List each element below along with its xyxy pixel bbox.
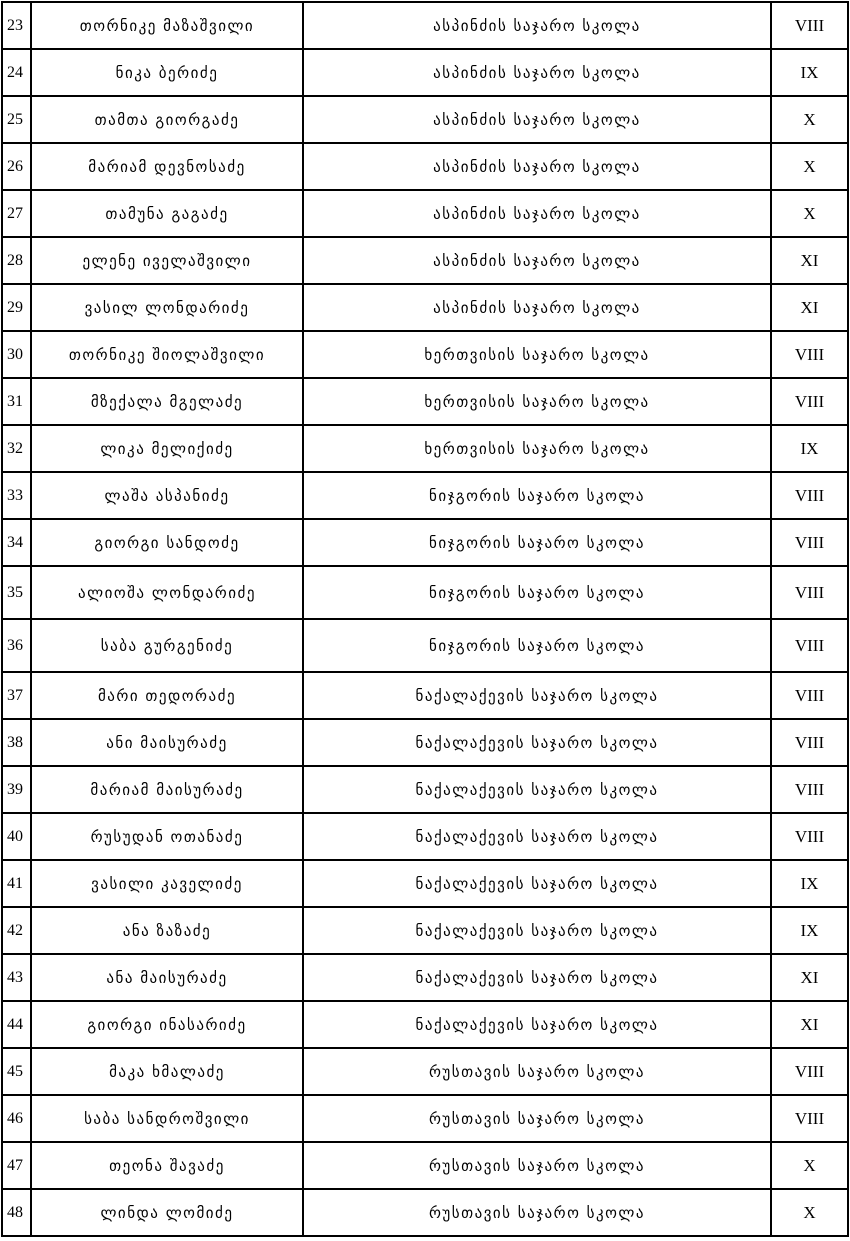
school-name-cell: ასპინძის საჯარო სკოლა (303, 190, 771, 237)
table-row (2, 425, 848, 472)
table-row (2, 907, 848, 954)
school-name-cell: ნიჯგორის საჯარო სკოლა (303, 472, 771, 519)
school-name-cell: ასპინძის საჯარო სკოლა (303, 2, 771, 49)
table-row (2, 331, 848, 378)
school-name-cell: რუსთავის საჯარო სკოლა (303, 1095, 771, 1142)
student-name-cell: ნიკა ბერიძე (31, 49, 303, 96)
school-name-cell: ასპინძის საჯარო სკოლა (303, 143, 771, 190)
row-number-cell: 24 (2, 49, 31, 96)
grade-cell: VIII (771, 719, 848, 766)
table-row (2, 49, 848, 96)
student-name-cell: ანა ზაზაძე (31, 907, 303, 954)
table-row (2, 1001, 848, 1048)
row-number-cell: 39 (2, 766, 31, 813)
student-name-cell: ალიოშა ლონდარიძე (31, 566, 303, 619)
grade-cell: X (771, 1142, 848, 1189)
student-name-cell: მაკა ხმალაძე (31, 1048, 303, 1095)
table-row (2, 672, 848, 719)
student-name-cell: ანა მაისურაძე (31, 954, 303, 1001)
grade-cell: XI (771, 237, 848, 284)
school-name-cell: რუსთავის საჯარო სკოლა (303, 1142, 771, 1189)
row-number-cell: 36 (2, 619, 31, 672)
school-name-cell: ხერთვისის საჯარო სკოლა (303, 425, 771, 472)
grade-cell: VIII (771, 813, 848, 860)
row-number-cell: 31 (2, 378, 31, 425)
student-name-cell: თამუნა გაგაძე (31, 190, 303, 237)
grade-cell: X (771, 1189, 848, 1236)
grade-cell: XI (771, 1001, 848, 1048)
school-name-cell: ასპინძის საჯარო სკოლა (303, 96, 771, 143)
grade-cell: VIII (771, 2, 848, 49)
row-number-cell: 41 (2, 860, 31, 907)
student-name-cell: მარიამ დევნოსაძე (31, 143, 303, 190)
row-number-cell: 47 (2, 1142, 31, 1189)
grade-cell: IX (771, 49, 848, 96)
school-name-cell: ასპინძის საჯარო სკოლა (303, 49, 771, 96)
table-row (2, 284, 848, 331)
table-row (2, 954, 848, 1001)
grade-cell: XI (771, 284, 848, 331)
student-name-cell: საბა სანდროშვილი (31, 1095, 303, 1142)
student-name-cell: თეონა შავაძე (31, 1142, 303, 1189)
grade-cell: VIII (771, 766, 848, 813)
student-name-cell: თორნიკე მაზაშვილი (31, 2, 303, 49)
grade-cell: VIII (771, 519, 848, 566)
grade-cell: VIII (771, 566, 848, 619)
school-name-cell: ნიჯგორის საჯარო სკოლა (303, 519, 771, 566)
school-name-cell: ნიჯგორის საჯარო სკოლა (303, 619, 771, 672)
grade-cell: IX (771, 425, 848, 472)
school-name-cell: ნაქალაქევის საჯარო სკოლა (303, 860, 771, 907)
school-name-cell: ხერთვისის საჯარო სკოლა (303, 378, 771, 425)
student-name-cell: თორნიკე შიოლაშვილი (31, 331, 303, 378)
grade-cell: VIII (771, 378, 848, 425)
student-name-cell: გიორგი ინასარიძე (31, 1001, 303, 1048)
table-row (2, 619, 848, 672)
grade-cell: IX (771, 860, 848, 907)
row-number-cell: 43 (2, 954, 31, 1001)
school-name-cell: ასპინძის საჯარო სკოლა (303, 237, 771, 284)
school-name-cell: ნაქალაქევის საჯარო სკოლა (303, 719, 771, 766)
row-number-cell: 25 (2, 96, 31, 143)
student-name-cell: ლინდა ლომიძე (31, 1189, 303, 1236)
grade-cell: VIII (771, 1095, 848, 1142)
grade-cell: VIII (771, 331, 848, 378)
table-row (2, 190, 848, 237)
table-row (2, 719, 848, 766)
grade-cell: VIII (771, 672, 848, 719)
school-name-cell: ნაქალაქევის საჯარო სკოლა (303, 1001, 771, 1048)
student-name-cell: მარი თედორაძე (31, 672, 303, 719)
student-name-cell: ანი მაისურაძე (31, 719, 303, 766)
row-number-cell: 30 (2, 331, 31, 378)
school-name-cell: ნაქალაქევის საჯარო სკოლა (303, 954, 771, 1001)
row-number-cell: 27 (2, 190, 31, 237)
row-number-cell: 48 (2, 1189, 31, 1236)
row-number-cell: 44 (2, 1001, 31, 1048)
grade-cell: IX (771, 907, 848, 954)
table-row (2, 1095, 848, 1142)
table-row (2, 1142, 848, 1189)
table-row (2, 2, 848, 49)
student-name-cell: ელენე იველაშვილი (31, 237, 303, 284)
school-name-cell: რუსთავის საჯარო სკოლა (303, 1048, 771, 1095)
student-name-cell: ვასილი კაველიძე (31, 860, 303, 907)
table-row (2, 813, 848, 860)
grade-cell: X (771, 96, 848, 143)
row-number-cell: 32 (2, 425, 31, 472)
grade-cell: VIII (771, 1048, 848, 1095)
row-number-cell: 42 (2, 907, 31, 954)
participants-table (1, 1, 849, 1237)
row-number-cell: 34 (2, 519, 31, 566)
row-number-cell: 26 (2, 143, 31, 190)
row-number-cell: 40 (2, 813, 31, 860)
student-name-cell: რუსუდან ოთანაძე (31, 813, 303, 860)
grade-cell: X (771, 190, 848, 237)
student-name-cell: ვასილ ლონდარიძე (31, 284, 303, 331)
grade-cell: VIII (771, 472, 848, 519)
table-row (2, 1189, 848, 1236)
student-name-cell: ლაშა ასპანიძე (31, 472, 303, 519)
school-name-cell: ასპინძის საჯარო სკოლა (303, 284, 771, 331)
grade-cell: VIII (771, 619, 848, 672)
grade-cell: XI (771, 954, 848, 1001)
student-name-cell: მზექალა მგელაძე (31, 378, 303, 425)
school-name-cell: ნიჯგორის საჯარო სკოლა (303, 566, 771, 619)
table-row (2, 860, 848, 907)
row-number-cell: 38 (2, 719, 31, 766)
school-name-cell: ნაქალაქევის საჯარო სკოლა (303, 813, 771, 860)
school-name-cell: ნაქალაქევის საჯარო სკოლა (303, 672, 771, 719)
table-row (2, 519, 848, 566)
school-name-cell: ნაქალაქევის საჯარო სკოლა (303, 766, 771, 813)
row-number-cell: 33 (2, 472, 31, 519)
student-name-cell: თამთა გიორგაძე (31, 96, 303, 143)
table-row (2, 566, 848, 619)
table-row (2, 472, 848, 519)
school-name-cell: ნაქალაქევის საჯარო სკოლა (303, 907, 771, 954)
student-name-cell: საბა გურგენიძე (31, 619, 303, 672)
row-number-cell: 35 (2, 566, 31, 619)
row-number-cell: 28 (2, 237, 31, 284)
student-name-cell: მარიამ მაისურაძე (31, 766, 303, 813)
row-number-cell: 46 (2, 1095, 31, 1142)
school-name-cell: ხერთვისის საჯარო სკოლა (303, 331, 771, 378)
row-number-cell: 29 (2, 284, 31, 331)
row-number-cell: 45 (2, 1048, 31, 1095)
table-row (2, 378, 848, 425)
row-number-cell: 37 (2, 672, 31, 719)
row-number-cell: 23 (2, 2, 31, 49)
school-name-cell: რუსთავის საჯარო სკოლა (303, 1189, 771, 1236)
table-row (2, 1048, 848, 1095)
table-row (2, 766, 848, 813)
grade-cell: X (771, 143, 848, 190)
table-row (2, 237, 848, 284)
student-name-cell: გიორგი სანდოძე (31, 519, 303, 566)
student-name-cell: ლიკა მელიქიძე (31, 425, 303, 472)
table-body (2, 2, 848, 1236)
table-row (2, 96, 848, 143)
table-row (2, 143, 848, 190)
